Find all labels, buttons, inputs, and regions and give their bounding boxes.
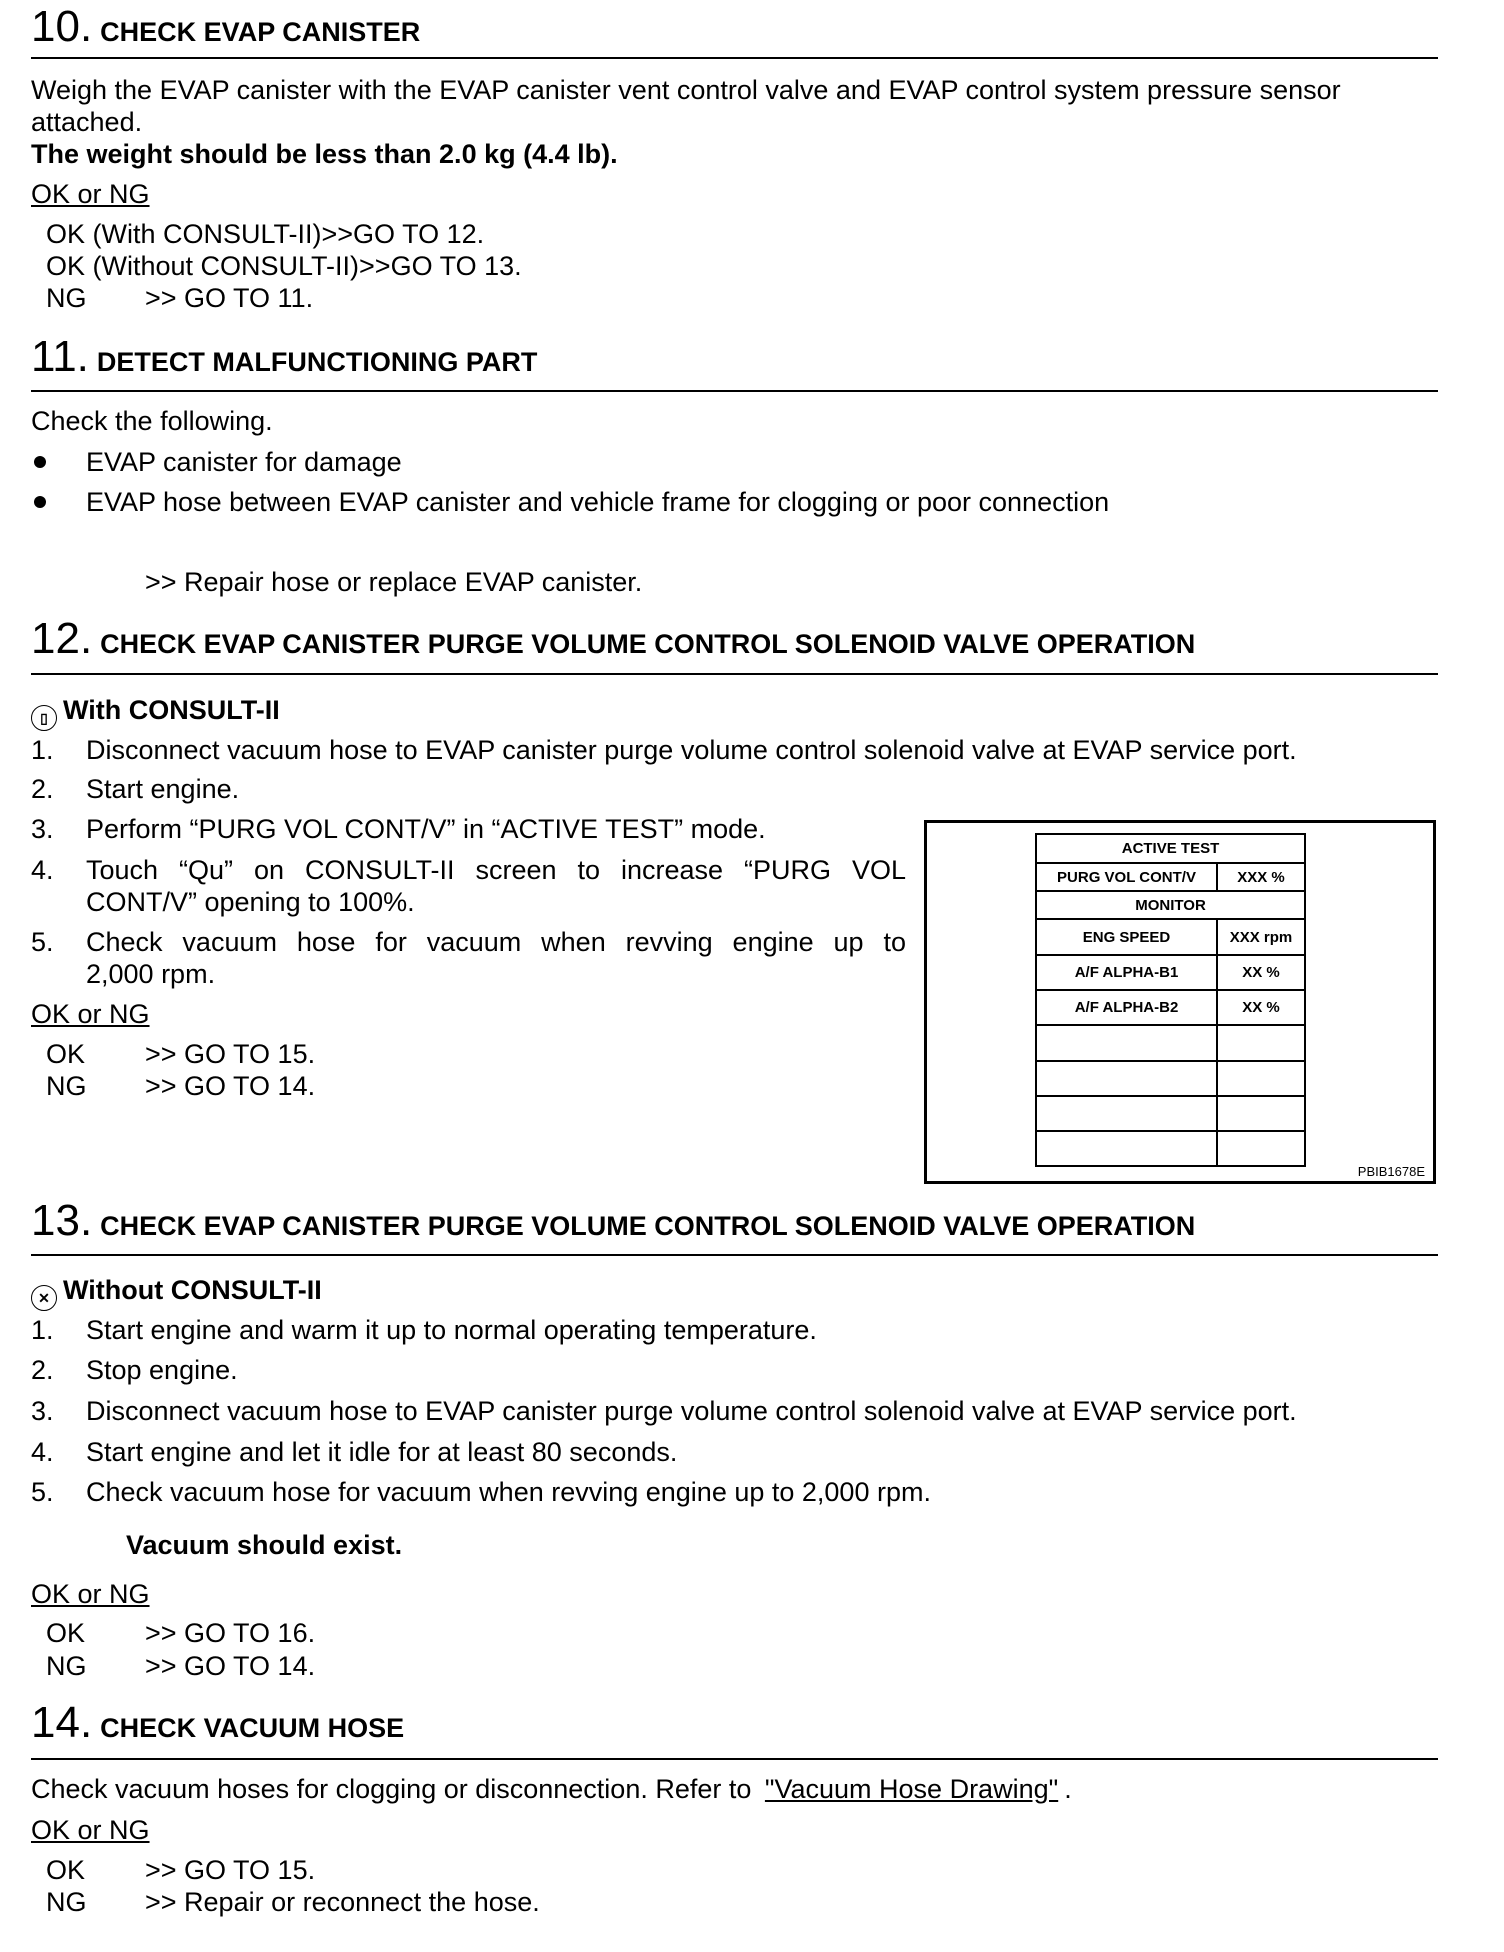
step-num: 5. [31, 927, 54, 957]
step-text: Disconnect vacuum hose to EVAP canister purge volume control solenoid valve at EVAP service port. [86, 735, 1297, 765]
step-text: Start engine and warm it up to normal operating temperature. [86, 1315, 817, 1345]
result-ng-action: >> GO TO 14. [145, 1651, 316, 1681]
step-title: CHECK EVAP CANISTER [100, 17, 421, 47]
ok-ng-label: OK or NG [31, 1579, 150, 1609]
table-header: ACTIVE TEST [1036, 834, 1305, 863]
step-num: 1. [31, 1315, 54, 1345]
bullet-icon [34, 496, 46, 508]
table-cell: A/F ALPHA-B1 [1036, 955, 1217, 990]
step-num: 4. [31, 855, 54, 885]
step-title: DETECT MALFUNCTIONING PART [96, 347, 538, 377]
result-ng-action: >> GO TO 14. [145, 1071, 316, 1101]
divider [31, 390, 1438, 392]
section-13-heading [31, 1196, 1195, 1246]
empty-cell [1217, 1131, 1305, 1166]
result-ng-action: >> GO TO 11. [145, 283, 314, 313]
table-cell: PURG VOL CONT/V [1036, 863, 1217, 891]
table-header: MONITOR [1036, 891, 1305, 919]
paragraph-text: Check vacuum hoses for clogging or disconnection. Refer to [31, 1774, 752, 1804]
no-consult-icon: ✕ [31, 1285, 57, 1311]
paragraph: Weigh the EVAP canister with the EVAP canister vent control valve and EVAP control system pressure sensor [31, 75, 1341, 105]
ok-ng-label: OK or NG [31, 999, 150, 1029]
table-cell: XX % [1217, 955, 1305, 990]
step-text: Disconnect vacuum hose to EVAP canister purge volume control solenoid valve at EVAP service port. [86, 1396, 1297, 1426]
step-num: 1. [31, 735, 54, 765]
mode-label [31, 1274, 322, 1311]
figure-id: PBIB1678E [1357, 1164, 1425, 1179]
table-cell: XX % [1217, 990, 1305, 1025]
empty-cell [1036, 1131, 1217, 1166]
step-text: Start engine and let it idle for at least 80 seconds. [86, 1437, 678, 1467]
step-title: CHECK VACUUM HOSE [100, 1713, 405, 1743]
result-ng-label: NG [46, 283, 87, 313]
section-10-heading [31, 2, 420, 52]
result-ng-label: NG [46, 1887, 87, 1917]
paragraph [31, 1773, 1072, 1805]
step-num: 3. [31, 814, 54, 844]
step-title: CHECK EVAP CANISTER PURGE VOLUME CONTROL SOLENOID VALVE OPERATION [100, 629, 1196, 659]
paragraph: Check the following. [31, 406, 273, 436]
section-12-heading [31, 614, 1195, 664]
consult-tool-icon: ▯ [31, 705, 57, 731]
empty-cell [1217, 1025, 1305, 1061]
empty-cell [1217, 1061, 1305, 1096]
mode-text: Without CONSULT-II [63, 1275, 322, 1305]
result-ok-action: >> GO TO 15. [145, 1039, 316, 1069]
vacuum-hose-drawing-link[interactable]: "Vacuum Hose Drawing" [764, 1774, 1059, 1804]
step-text-cont: CONT/V” opening to 100%. [86, 887, 415, 917]
step-number: 11. [31, 332, 89, 381]
result-ok-action: >> GO TO 16. [145, 1618, 316, 1648]
spec-text: The weight should be less than 2.0 kg (4.4 lb). [31, 139, 618, 169]
empty-cell [1036, 1025, 1217, 1061]
table-cell: ENG SPEED [1036, 919, 1217, 955]
spec-text: Vacuum should exist. [126, 1530, 403, 1560]
step-number: 10. [31, 2, 93, 51]
result-ok-without-consult: OK (Without CONSULT-II)>>GO TO 13. [46, 251, 522, 281]
result-ng-label: NG [46, 1651, 87, 1681]
step-text: Touch “Qu” on CONSULT-II screen to increase “PURG VOL [86, 855, 906, 885]
step-number: 14. [31, 1698, 93, 1747]
step-text: Start engine. [86, 774, 240, 804]
step-text-cont: 2,000 rpm. [86, 959, 216, 989]
mode-label [31, 694, 280, 731]
step-text: Check vacuum hose for vacuum when revving engine up to 2,000 rpm. [86, 1477, 931, 1507]
step-text: Perform “PURG VOL CONT/V” in “ACTIVE TEST” mode. [86, 814, 766, 844]
result-ok-action: >> GO TO 15. [145, 1855, 316, 1885]
empty-cell [1036, 1061, 1217, 1096]
paragraph: attached. [31, 107, 143, 137]
action-text: >> Repair hose or replace EVAP canister. [145, 567, 643, 597]
result-ng-label: NG [46, 1071, 87, 1101]
step-text: Check vacuum hose for vacuum when revving engine up to [86, 927, 906, 957]
divider [31, 1758, 1438, 1760]
bullet-icon [34, 456, 46, 468]
result-ok-with-consult: OK (With CONSULT-II)>>GO TO 12. [46, 219, 485, 249]
divider [31, 57, 1438, 59]
mode-text: With CONSULT-II [63, 695, 280, 725]
ok-ng-label: OK or NG [31, 1815, 150, 1845]
result-ok-label: OK [46, 1855, 86, 1885]
ok-ng-label: OK or NG [31, 179, 150, 209]
consult-screen-figure [924, 820, 1436, 1184]
section-11-heading [31, 332, 537, 382]
step-num: 3. [31, 1396, 54, 1426]
list-item: EVAP canister for damage [86, 447, 402, 477]
empty-cell [1036, 1096, 1217, 1131]
list-item: EVAP hose between EVAP canister and vehicle frame for clogging or poor connection [86, 487, 1110, 517]
table-cell: XXX rpm [1217, 919, 1305, 955]
empty-cell [1217, 1096, 1305, 1131]
result-ok-label: OK [46, 1039, 86, 1069]
step-num: 2. [31, 774, 54, 804]
step-title: CHECK EVAP CANISTER PURGE VOLUME CONTROL SOLENOID VALVE OPERATION [100, 1211, 1196, 1241]
step-text: Stop engine. [86, 1355, 238, 1385]
divider [31, 1254, 1438, 1256]
step-num: 4. [31, 1437, 54, 1467]
section-14-heading [31, 1698, 404, 1748]
step-num: 5. [31, 1477, 54, 1507]
active-test-table [1035, 833, 1306, 1167]
step-number: 12. [31, 614, 93, 663]
table-cell: XXX % [1217, 863, 1305, 891]
result-ok-label: OK [46, 1618, 86, 1648]
table-cell: A/F ALPHA-B2 [1036, 990, 1217, 1025]
step-num: 2. [31, 1355, 54, 1385]
paragraph-tail: . [1064, 1774, 1072, 1804]
result-ng-action: >> Repair or reconnect the hose. [145, 1887, 540, 1917]
step-number: 13. [31, 1196, 93, 1245]
divider [31, 673, 1438, 675]
